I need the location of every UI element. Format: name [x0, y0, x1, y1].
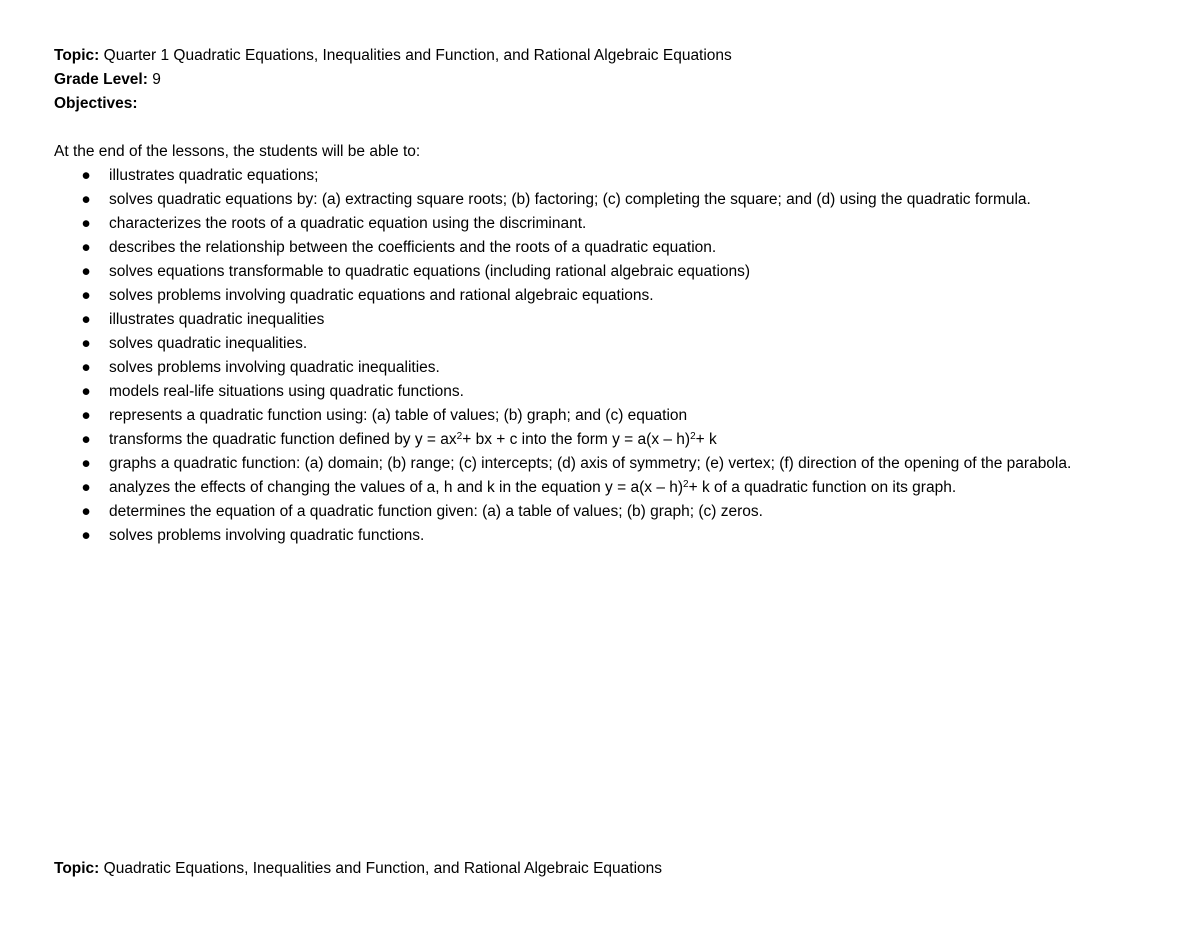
objective-item: [54, 380, 1109, 404]
objective-item: [54, 524, 1109, 548]
grade-level-label: Grade Level:: [54, 71, 148, 88]
objectives-list: [54, 164, 1164, 548]
objective-item: [54, 188, 1109, 212]
objective-item: [54, 212, 1109, 236]
objective-text-part: + k of a quadratic function on its graph.: [688, 479, 957, 496]
objective-text: illustrates quadratic inequalities: [109, 311, 325, 328]
bullet-icon: ●: [81, 191, 91, 208]
objective-text: represents a quadratic function using: (a) table of values; (b) graph; and (c) equation: [109, 407, 688, 424]
objective-text: illustrates quadratic equations;: [109, 167, 319, 184]
topic-line: [54, 44, 1164, 68]
objective-item: [54, 476, 1109, 500]
footer-topic-label: Topic:: [54, 860, 100, 877]
objective-item: [54, 332, 1109, 356]
topic-value: Quarter 1 Quadratic Equations, Inequalities and Function, and Rational Algebraic Equations: [103, 47, 732, 64]
bullet-icon: ●: [81, 287, 91, 304]
objective-text: solves equations transformable to quadratic equations (including rational algebraic equations): [109, 263, 751, 280]
objective-item: [54, 428, 1109, 452]
superscript-exponent: 2: [683, 479, 689, 490]
objectives-label: Objectives:: [54, 95, 138, 112]
bullet-icon: ●: [81, 479, 91, 496]
bullet-icon: ●: [81, 503, 91, 520]
objective-text: solves quadratic equations by: (a) extracting square roots; (b) factoring; (c) completing the square; and (d) using the quadratic formula.: [109, 191, 1031, 208]
objective-text: models real-life situations using quadratic functions.: [109, 383, 464, 400]
bullet-icon: ●: [81, 239, 91, 256]
objective-item: [54, 452, 1109, 476]
objective-text: solves problems involving quadratic functions.: [109, 527, 425, 544]
intro-text: At the end of the lessons, the students will be able to:: [54, 143, 421, 160]
objective-item: [54, 236, 1109, 260]
objective-item: [54, 356, 1109, 380]
objective-text: solves problems involving quadratic equations and rational algebraic equations.: [109, 287, 654, 304]
objective-text-part: + bx + c into the form y = a(x – h): [462, 431, 691, 448]
grade-level-line: [54, 68, 1164, 92]
objective-text-part: analyzes the effects of changing the values of a, h and k in the equation y = a(x – h): [109, 479, 684, 496]
spacer: [54, 116, 1164, 140]
bullet-icon: ●: [81, 167, 91, 184]
bullet-icon: ●: [81, 263, 91, 280]
superscript-exponent: 2: [456, 431, 463, 442]
footer-topic-value: Quadratic Equations, Inequalities and Function, and Rational Algebraic Equations: [103, 860, 663, 877]
document-page: [54, 44, 1164, 548]
objective-text: describes the relationship between the coefficients and the roots of a quadratic equation.: [109, 239, 717, 256]
bullet-icon: ●: [81, 527, 91, 544]
footer-topic-line: [54, 857, 662, 881]
objective-text: graphs a quadratic function: (a) domain; (b) range; (c) intercepts; (d) axis of symmetry; (e) vertex; (f) direction of the opening of the parabola.: [109, 455, 1072, 472]
bullet-icon: ●: [81, 383, 91, 400]
objectives-heading-line: [54, 92, 1164, 116]
objective-text: determines the equation of a quadratic function given: (a) a table of values; (b) graph; (c) zeros.: [109, 503, 763, 520]
topic-label: Topic:: [54, 47, 100, 64]
objective-text: solves quadratic inequalities.: [109, 335, 308, 352]
bullet-icon: ●: [81, 407, 91, 424]
objective-text: [109, 431, 717, 448]
objective-text-part: + k: [695, 431, 717, 448]
bullet-icon: ●: [81, 455, 91, 472]
objective-text-part: transforms the quadratic function defined by y = ax: [109, 431, 457, 448]
objective-item: [54, 404, 1109, 428]
bullet-icon: ●: [81, 311, 91, 328]
grade-level-value: 9: [152, 71, 161, 88]
bullet-icon: ●: [81, 359, 91, 376]
objective-item: [54, 260, 1109, 284]
bullet-icon: ●: [81, 431, 91, 448]
bullet-icon: ●: [81, 335, 91, 352]
objective-item: [54, 500, 1109, 524]
objective-item: [54, 164, 1109, 188]
objective-item: [54, 308, 1109, 332]
superscript-exponent: 2: [690, 431, 696, 442]
objective-text: [109, 479, 956, 496]
objective-text: characterizes the roots of a quadratic equation using the discriminant.: [109, 215, 587, 232]
bullet-icon: ●: [81, 215, 91, 232]
objective-item: [54, 284, 1109, 308]
objective-text: solves problems involving quadratic inequalities.: [109, 359, 440, 376]
